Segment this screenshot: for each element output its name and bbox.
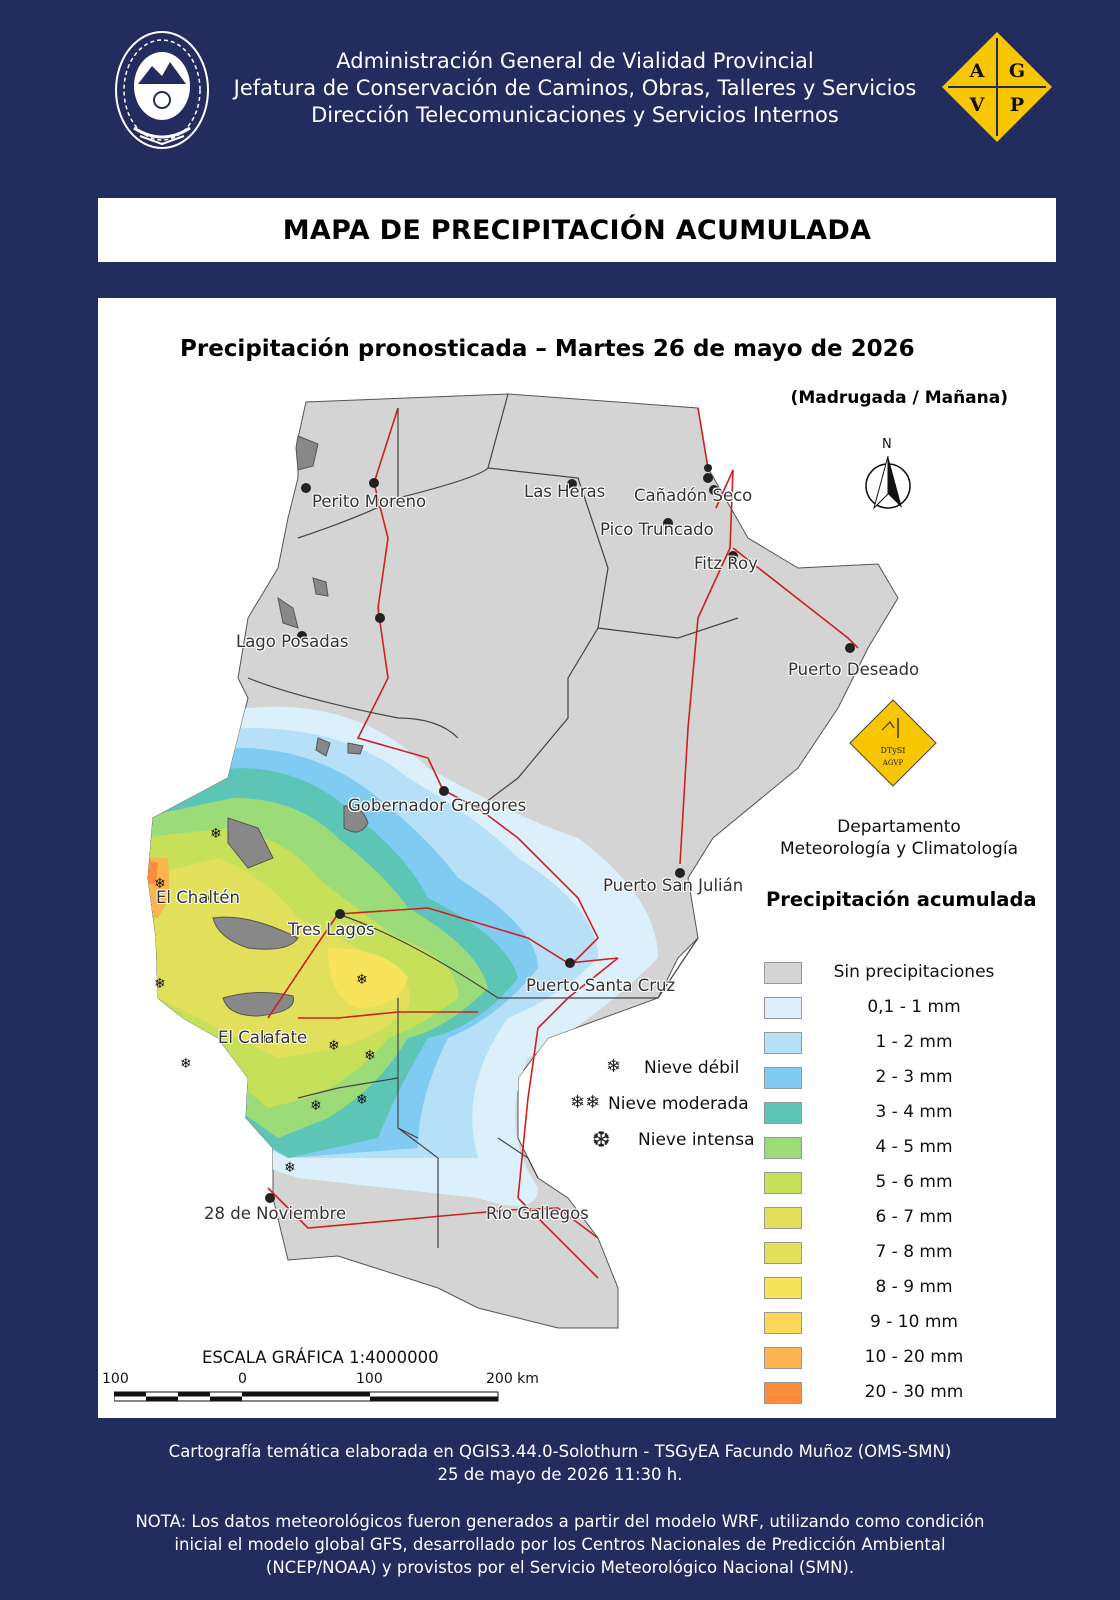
legend-item — [764, 1065, 1026, 1100]
note-line-2: inicial el modelo global GFS, desarrollado por los Centros Nacionales de Predicción Ambiental — [174, 1535, 946, 1554]
north-arrow-icon — [866, 437, 910, 508]
snowflake-triple-icon: ❆ — [592, 1128, 611, 1153]
page-title: MAPA DE PRECIPITACIÓN ACUMULADA — [282, 214, 872, 246]
legend-label: 5 - 6 mm — [875, 1172, 953, 1192]
legend-item — [764, 960, 1026, 995]
city-label: Lago Posadas — [236, 632, 349, 651]
legend-label: 9 - 10 mm — [870, 1312, 958, 1332]
snow-marker-icon: ❄ — [180, 1056, 192, 1072]
legend-item — [764, 995, 1026, 1030]
city-label: Tres Lagos — [288, 920, 375, 939]
legend-item — [764, 1310, 1026, 1345]
legend-label: 1 - 2 mm — [875, 1032, 953, 1052]
legend-swatch — [764, 1312, 802, 1334]
legend-label: Sin precipitaciones — [833, 962, 995, 982]
city-label: 28 de Noviembre — [204, 1204, 347, 1223]
scale-bar — [114, 1390, 504, 1404]
city-label: Pico Truncado — [600, 520, 714, 539]
note-line-3: (NCEP/NOAA) y provistos por el Servicio Meteorológico Nacional (SMN). — [265, 1558, 855, 1577]
city-label: Río Gallegos — [486, 1204, 589, 1223]
legend-swatch — [764, 1207, 802, 1229]
title-box — [98, 198, 1056, 262]
snow-marker-icon: ❄ — [356, 1092, 368, 1108]
note-line-1: NOTA: Los datos meteorológicos fueron generados a partir del modelo WRF, utilizando como condición — [135, 1512, 985, 1531]
agvp-letter-a: A — [969, 60, 985, 82]
map-period: (Madrugada / Mañana) — [790, 388, 1008, 408]
snow-marker-icon: ❄ — [210, 826, 222, 842]
agvp-letter-p: P — [1009, 94, 1025, 116]
legend-swatch — [764, 1172, 802, 1194]
city-label: El Calafate — [218, 1028, 308, 1047]
department-label — [768, 816, 1030, 860]
legend-label: 6 - 7 mm — [875, 1207, 953, 1227]
scale-tick-label: 100 — [356, 1371, 383, 1387]
city-label: Perito Moreno — [312, 492, 427, 511]
legend-swatch — [764, 1382, 802, 1404]
legend-item — [764, 1345, 1026, 1380]
legend-swatch — [764, 1242, 802, 1264]
legend-swatch — [764, 1102, 802, 1124]
snow-legend-label: Nieve moderada — [608, 1094, 749, 1114]
header-line-2: Jefatura de Conservación de Caminos, Obras, Talleres y Servicios — [233, 76, 917, 100]
agvp-logo-icon — [940, 30, 1054, 144]
map-subtitle: Precipitación pronosticada – Martes 26 de mayo de 2026 — [180, 336, 915, 362]
header-text — [230, 48, 920, 129]
snow-marker-icon: ❄ — [364, 1048, 376, 1064]
legend-item — [764, 1205, 1026, 1240]
snow-legend-label: Nieve débil — [644, 1058, 740, 1078]
snow-legend-label: Nieve intensa — [638, 1130, 755, 1150]
agvp-letter-v: V — [969, 94, 985, 116]
scale-tick-label: 100 — [102, 1371, 129, 1387]
city-label: Fitz Roy — [694, 554, 758, 573]
legend-swatch — [764, 997, 802, 1019]
snow-marker-icon: ❄ — [154, 976, 166, 992]
legend-swatch — [764, 1137, 802, 1159]
legend-swatch — [764, 1067, 802, 1089]
snow-marker-icon: ❄ — [154, 876, 166, 892]
snow-marker-icon: ❄ — [328, 1038, 340, 1054]
footer-note — [100, 1510, 1020, 1579]
legend-item — [764, 1135, 1026, 1170]
dtysi-badge-icon — [850, 700, 936, 786]
credit-line-1: Cartografía temática elaborada en QGIS3.44.0-Solothurn - TSGyEA Facundo Muñoz (OMS-SMN) — [168, 1442, 952, 1461]
city-label: Cañadón Seco — [634, 486, 753, 505]
legend-title: Precipitación acumulada — [766, 888, 1037, 911]
header-line-1: Administración General de Vialidad Provincial — [336, 49, 814, 73]
badge-text-1: DTySI — [880, 746, 906, 755]
city-label: Las Heras — [524, 482, 606, 501]
snowflake-double-icon: ❄❄ — [570, 1092, 601, 1113]
legend-item — [764, 1275, 1026, 1310]
legend-label: 3 - 4 mm — [875, 1102, 953, 1122]
snow-marker-icon: ❄ — [284, 1160, 296, 1176]
legend-label: 20 - 30 mm — [864, 1382, 964, 1402]
city-label: Puerto Santa Cruz — [526, 976, 676, 995]
legend-label: 0,1 - 1 mm — [867, 997, 961, 1017]
legend-swatch — [764, 1277, 802, 1299]
legend-item — [764, 1380, 1026, 1415]
city-label: Puerto San Julián — [603, 876, 744, 895]
legend — [764, 960, 1026, 1415]
department-line-1: Departamento — [837, 817, 961, 837]
footer-credit — [100, 1440, 1020, 1486]
legend-label: 4 - 5 mm — [875, 1137, 953, 1157]
snow-marker-icon: ❄ — [356, 972, 368, 988]
legend-label: 10 - 20 mm — [864, 1347, 964, 1367]
legend-label: 2 - 3 mm — [875, 1067, 953, 1087]
legend-item — [764, 1170, 1026, 1205]
legend-label: 8 - 9 mm — [875, 1277, 953, 1297]
province-crest-icon — [112, 28, 212, 152]
credit-line-2: 25 de mayo de 2026 11:30 h. — [437, 1465, 683, 1484]
city-label: Gobernador Gregores — [348, 796, 527, 815]
badge-text-2: AGVP — [882, 759, 904, 767]
scale-tick-label: 0 — [238, 1371, 247, 1387]
legend-item — [764, 1030, 1026, 1065]
legend-swatch — [764, 1347, 802, 1369]
scale-title: ESCALA GRÁFICA 1:4000000 — [202, 1348, 439, 1367]
north-label: N — [882, 437, 892, 452]
city-label: El Chaltén — [156, 888, 241, 907]
map-panel — [98, 298, 1056, 1418]
legend-swatch — [764, 1032, 802, 1054]
legend-item — [764, 1100, 1026, 1135]
header-line-3: Dirección Telecomunicaciones y Servicios Internos — [311, 103, 839, 127]
scale-tick-label: 200 km — [486, 1371, 539, 1387]
legend-swatch — [764, 962, 802, 984]
agvp-letter-g: G — [1008, 60, 1026, 82]
city-label: Puerto Deseado — [788, 660, 920, 679]
legend-item — [764, 1240, 1026, 1275]
legend-label: 7 - 8 mm — [875, 1242, 953, 1262]
snow-marker-icon: ❄ — [310, 1098, 322, 1114]
department-line-2: Meteorología y Climatología — [779, 839, 1018, 859]
snowflake-single-icon: ❄ — [606, 1056, 622, 1077]
